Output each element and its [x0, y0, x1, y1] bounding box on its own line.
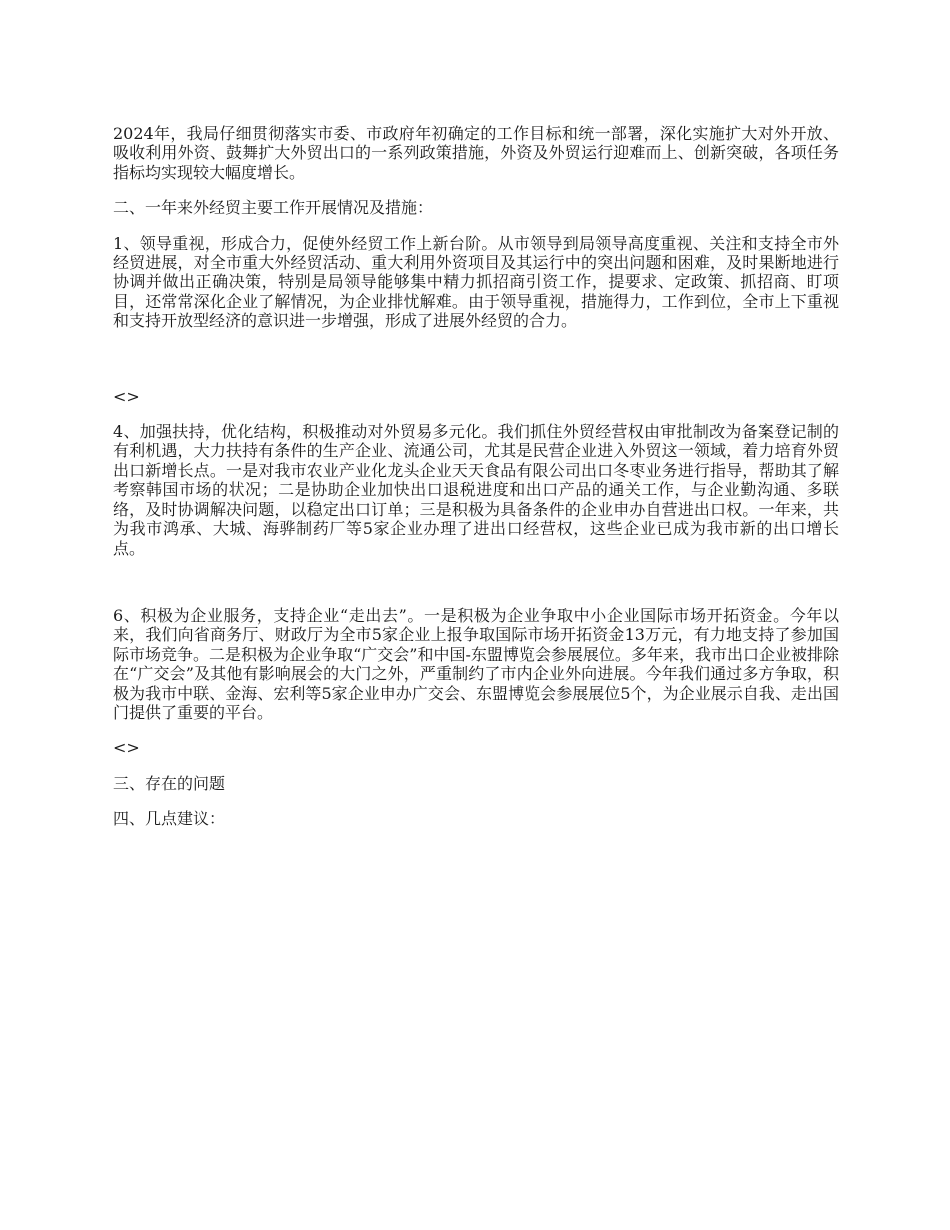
placeholder-marker: <> [113, 386, 140, 406]
intro-paragraph: 2024年，我局仔细贯彻落实市委、市政府年初确定的工作目标和统一部署，深化实施扩大对外开放、吸收利用外资、鼓舞扩大外贸出口的一系列政策措施，外资及外贸运行迎难而上、创新突破，各项任务指标均实现较大幅度增长。 [113, 124, 839, 182]
placeholder-marker: <> [113, 738, 140, 758]
spacer [113, 331, 839, 387]
section-3-heading: 三、存在的问题 [113, 773, 226, 793]
section-4-heading: 四、几点建议： [113, 809, 226, 829]
item-6-paragraph: 6、积极为企业服务，支持企业“走出去”。一是积极为企业争取中小企业国际市场开拓资金。今年以来，我们向省商务厅、财政厅为全市5家企业上报争取国际市场开拓资金13万元，有力地支持了参加国际市场竞争。二是积极为企业争取“广交会”和中国-东盟博览会参展展位。多年来，我市出口企业被排除在“广交会”及其他有影响展会的大门之外，严重制约了市内企业外向进展。今年我们通过多方争取，积极为我市中联、金海、宏利等5家企业申办广交会、东盟博览会参展展位5个，为企业展示自我、走出国门提供了重要的平台。 [113, 605, 839, 722]
spacer [113, 558, 839, 606]
item-1-paragraph: 1、领导重视，形成合力，促使外经贸工作上新台阶。从市领导到局领导高度重视、关注和支持全市外经贸进展，对全市重大外经贸活动、重大利用外资项目及其运行中的突出问题和困难，及时果断地进行协调并做出正确决策，特别是局领导能够集中精力抓招商引资工作，提要求、定政策、抓招商、盯项目，还常常深化企业了解情况，为企业排忧解难。由于领导重视，措施得力，工作到位，全市上下重视和支持开放型经济的意识进一步增强，形成了进展外经贸的合力。 [113, 233, 839, 331]
document-body [113, 124, 839, 829]
section-2-heading: 二、一年来外经贸主要工作开展情况及措施： [113, 198, 434, 218]
item-4-paragraph: 4、加强扶持，优化结构，积极推动对外贸易多元化。我们抓住外贸经营权由审批制改为备案登记制的有利机遇，大力扶持有条件的生产企业、流通公司，尤其是民营企业进入外贸这一领域，着力培育外贸出口新增长点。一是对我市农业产业化龙头企业天天食品有限公司出口冬枣业务进行指导，帮助其了解考察韩国市场的状况；二是协助企业加快出口退税进度和出口产品的通关工作，与企业勤沟通、多联络，及时协调解决问题，以稳定出口订单；三是积极为具备条件的企业申办自营进出口权。一年来，共为我市鸿承、大城、海骅制药厂等5家企业办理了进出口经营权，这些企业已成为我市新的出口增长点。 [113, 422, 839, 558]
